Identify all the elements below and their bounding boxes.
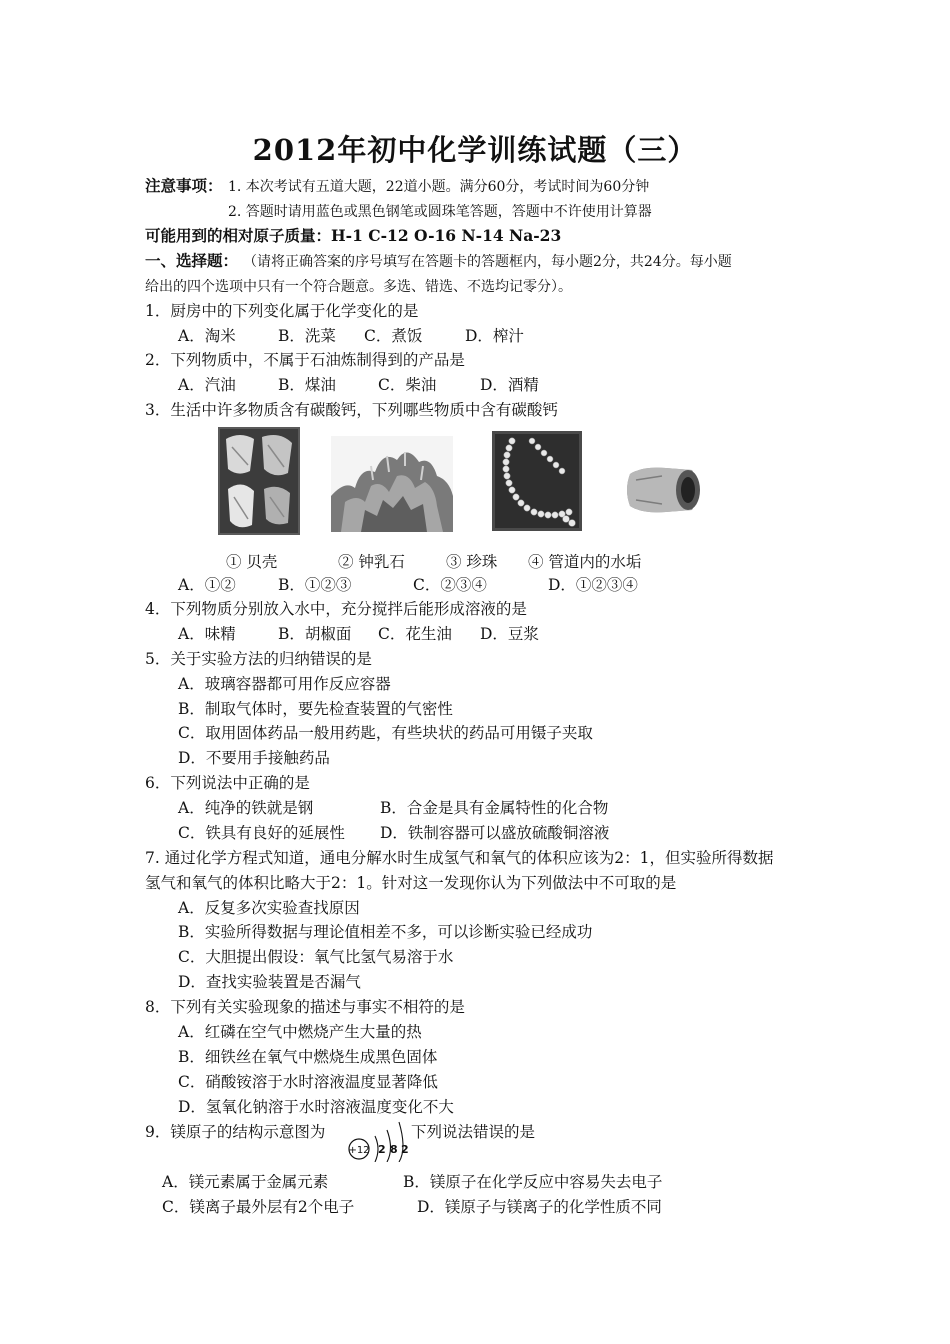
caption-pearl: ③ 珍珠 [446, 553, 498, 571]
option-c: C．大胆提出假设：氧气比氢气易溶于水 [178, 948, 454, 966]
section-instruction-2: 给出的四个选项中只有一个符合题意。多选、错选、不选均记零分）。 [145, 279, 572, 295]
question-stem-continued: 氢气和氧气的体积比略大于2：1。针对这一发现你认为下列做法中不可取的是 [145, 874, 677, 892]
option-a: A．红磷在空气中燃烧产生大量的热 [178, 1023, 422, 1041]
option-d: D．豆浆 [480, 625, 539, 643]
question-stem: 1．厨房中的下列变化属于化学变化的是 [145, 302, 419, 320]
option-d: D．镁原子与镁离子的化学性质不同 [417, 1198, 662, 1216]
option-a: A．玻璃容器都可用作反应容器 [178, 675, 391, 693]
option-c: C．柴油 [378, 376, 437, 394]
question-stem: 8．下列有关实验现象的描述与事实不相符的是 [145, 998, 465, 1016]
section-heading: 一、选择题： [145, 251, 239, 270]
option-b: B．实验所得数据与理论值相差不多，可以诊断实验已经成功 [178, 923, 593, 941]
option-d: D．①②③④ [548, 576, 638, 594]
shell-1-electrons: 2 [378, 1143, 386, 1156]
option-d: D．不要用手接触药品 [178, 749, 330, 767]
shell-photo [218, 427, 300, 535]
shell-3-electrons: 2 [401, 1143, 409, 1156]
question-stem: 2．下列物质中，不属于石油炼制得到的产品是 [145, 351, 465, 369]
atomic-mass-line: 可能用到的相对原子质量：H-1 C-12 O-16 N-14 Na-23 [145, 226, 562, 245]
option-d: D．铁制容器可以盛放硫酸铜溶液 [380, 824, 610, 842]
option-c: C．硝酸铵溶于水时溶液温度显著降低 [178, 1073, 438, 1091]
option-a: A．反复多次实验查找原因 [178, 899, 360, 917]
question-stem: 6．下列说法中正确的是 [145, 774, 310, 792]
option-a: A．①② [178, 576, 236, 594]
notice-item-2: 2. 答题时请用蓝色或黑色钢笔或圆珠笔答题，答题中不许使用计算器 [228, 204, 652, 220]
magnesium-atom-diagram [345, 1118, 411, 1162]
option-b: B．镁原子在化学反应中容易失去电子 [403, 1173, 663, 1191]
question-stem: 5．关于实验方法的归纳错误的是 [145, 650, 372, 668]
option-c: C．取用固体药品一般用药匙，有些块状的药品可用镊子夹取 [178, 724, 593, 742]
option-a: A．味精 [178, 625, 236, 643]
option-b: B．胡椒面 [278, 625, 352, 643]
option-b: B．细铁丝在氧气中燃烧生成黑色固体 [178, 1048, 438, 1066]
option-a: A．纯净的铁就是钢 [178, 799, 314, 817]
option-c: C．镁离子最外层有2个电子 [162, 1198, 355, 1216]
question-stem: 4．下列物质分别放入水中，充分搅拌后能形成溶液的是 [145, 600, 527, 618]
nucleus-charge: +12 [348, 1145, 370, 1156]
option-c: C．铁具有良好的延展性 [178, 824, 345, 842]
caption-pipe-scale: ④ 管道内的水垢 [528, 553, 642, 571]
pearl-necklace-photo [492, 431, 582, 531]
option-d: D．酒精 [480, 376, 539, 394]
option-a: A．淘米 [178, 327, 236, 345]
pipe-scale-photo [622, 460, 706, 518]
question-stem-continued: 下列说法错误的是 [411, 1123, 536, 1141]
shell-2-electrons: 8 [390, 1143, 398, 1156]
option-c: C．②③④ [413, 576, 487, 594]
option-b: B．煤油 [278, 376, 336, 394]
option-b: B．洗菜 [278, 327, 336, 345]
option-c: C．花生油 [378, 625, 452, 643]
section-instruction-1: （请将正确答案的序号填写在答题卡的答题框内，每小题2分，共24分。每小题 [243, 254, 732, 270]
question-stem: 3．生活中许多物质含有碳酸钙，下列哪些物质中含有碳酸钙 [145, 401, 558, 419]
question-stem: 7. 通过化学方程式知道，通电分解水时生成氢气和氧气的体积应该为2：1，但实验所得数据 [145, 849, 774, 867]
option-d: D．榨汁 [465, 327, 524, 345]
option-a: A．镁元素属于金属元素 [162, 1173, 329, 1191]
option-b: B．①②③ [278, 576, 352, 594]
option-a: A．汽油 [178, 376, 236, 394]
option-c: C．煮饭 [364, 327, 423, 345]
notice-label: 注意事项： [145, 176, 223, 195]
caption-shell: ① 贝壳 [226, 553, 278, 571]
notice-item-1: 1. 本次考试有五道大题，22道小题。满分60分，考试时间为60分钟 [228, 179, 650, 195]
option-b: B．合金是具有金属特性的化合物 [380, 799, 609, 817]
page-title: 2012年初中化学训练试题（三） [252, 133, 698, 167]
stalactite-photo [331, 436, 453, 532]
caption-stalactite: ② 钟乳石 [338, 553, 405, 571]
question-stem: 9．镁原子的结构示意图为 [145, 1123, 326, 1141]
option-d: D．氢氧化钠溶于水时溶液温度变化不大 [178, 1098, 454, 1116]
option-d: D．查找实验装置是否漏气 [178, 973, 361, 991]
option-b: B．制取气体时，要先检查装置的气密性 [178, 700, 453, 718]
